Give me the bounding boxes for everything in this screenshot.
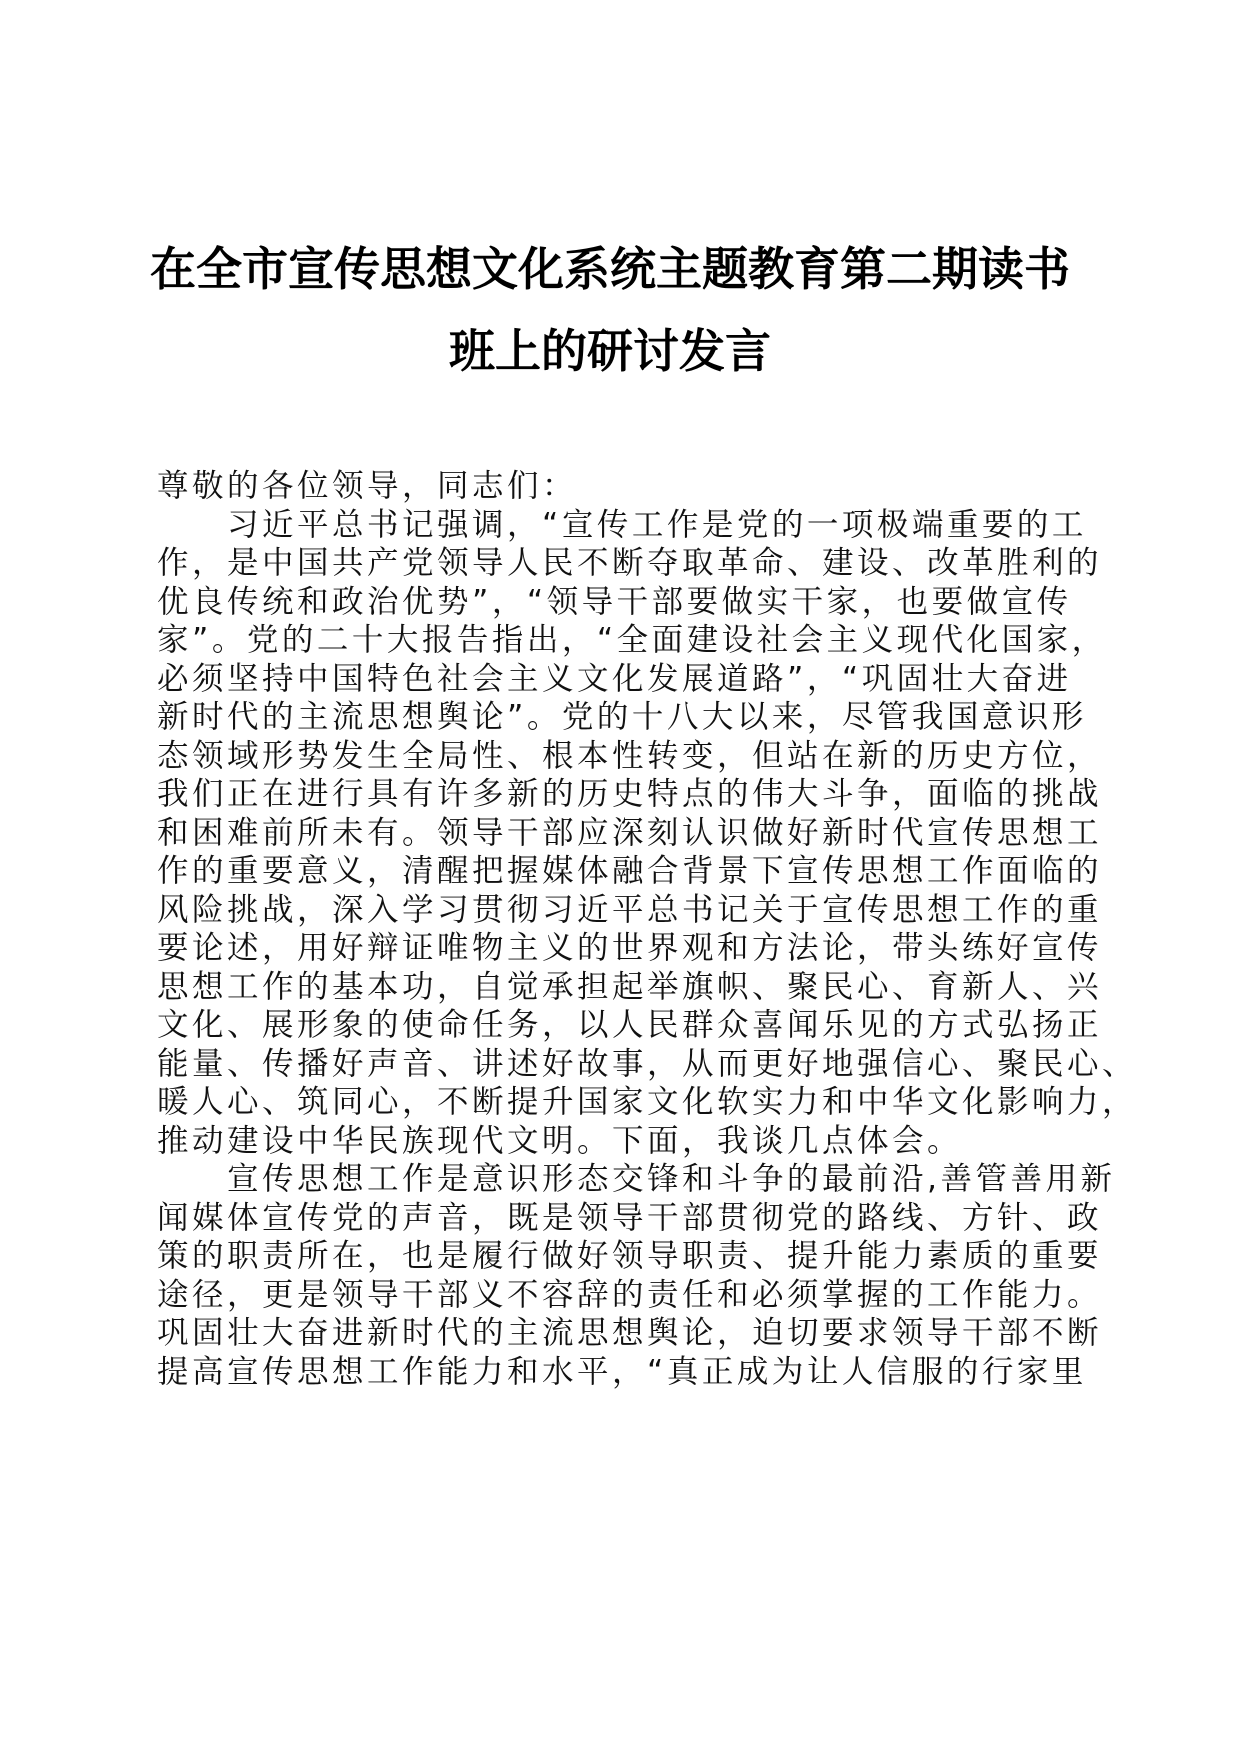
paragraph-line: 我们正在进行具有许多新的历史特点的伟大斗争，面临的挑战 <box>157 776 1103 812</box>
paragraph-line: 文化、展形象的使命任务，以人民群众喜闻乐见的方式弘扬正 <box>157 1007 1103 1043</box>
document-body <box>157 467 1138 1391</box>
paragraph-line: 优良传统和政治优势”，“领导干部要做实干家，也要做宣传 <box>157 583 1072 620</box>
paragraph-line: 宣传思想工作是意识形态交锋和斗争的最前沿,善管善用新 <box>227 1161 1116 1197</box>
paragraph-line: 思想工作的基本功，自觉承担起举旗帜、聚民心、育新人、兴 <box>157 968 1103 1005</box>
paragraph-line: 作，是中国共产党领导人民不断夺取革命、建设、改革胜利的 <box>157 545 1103 581</box>
paragraph-line: 风险挑战，深入学习贯彻习近平总书记关于宣传思想工作的重 <box>157 891 1103 928</box>
paragraph-line: 必须坚持中国特色社会主义文化发展道路”，“巩固壮大奋进 <box>157 660 1072 697</box>
paragraph-line: 策的职责所在，也是履行做好领导职责、提升能力素质的重要 <box>157 1238 1103 1274</box>
paragraph-line: 家”。党的二十大报告指出，“全面建设社会主义现代化国家， <box>157 622 1107 658</box>
paragraph-line: 习近平总书记强调，“宣传工作是党的一项极端重要的工 <box>227 506 1087 543</box>
paragraph-line: 途径，更是领导干部义不容辞的责任和必须掌握的工作能力。 <box>157 1276 1103 1313</box>
title-line: 班上的研讨发言 <box>449 324 771 378</box>
paragraph-line: 态领域形势发生全局性、根本性转变，但站在新的历史方位， <box>157 737 1103 774</box>
paragraph-line: 暖人心、筑同心，不断提升国家文化软实力和中华文化影响力， <box>157 1084 1138 1120</box>
paragraph-line: 巩固壮大奋进新时代的主流思想舆论，迫切要求领导干部不断 <box>157 1315 1103 1351</box>
salutation: 尊敬的各位领导，同志们： <box>157 468 578 504</box>
paragraph-line: 和困难前所未有。领导干部应深刻认识做好新时代宣传思想工 <box>157 814 1103 851</box>
paragraph-line: 作的重要意义，清醒把握媒体融合背景下宣传思想工作面临的 <box>157 853 1103 889</box>
paragraph-line: 新时代的主流思想舆论”。党的十八大以来，尽管我国意识形 <box>157 699 1087 735</box>
paragraph-line: 推动建设中华民族现代文明。下面，我谈几点体会。 <box>157 1122 963 1159</box>
document-title <box>150 228 1070 392</box>
paragraph-line: 要论述，用好辩证唯物主义的世界观和方法论，带头练好宣传 <box>157 930 1103 966</box>
paragraph-line: 能量、传播好声音、讲述好故事，从而更好地强信心、聚民心、 <box>157 1045 1138 1082</box>
title-line: 在全市宣传思想文化系统主题教育第二期读书 <box>150 242 1070 296</box>
paragraph-line: 闻媒体宣传党的声音，既是领导干部贯彻党的路线、方针、政 <box>157 1199 1103 1236</box>
paragraph-line: 提高宣传思想工作能力和水平，“真正成为让人信服的行家里 <box>157 1353 1087 1390</box>
